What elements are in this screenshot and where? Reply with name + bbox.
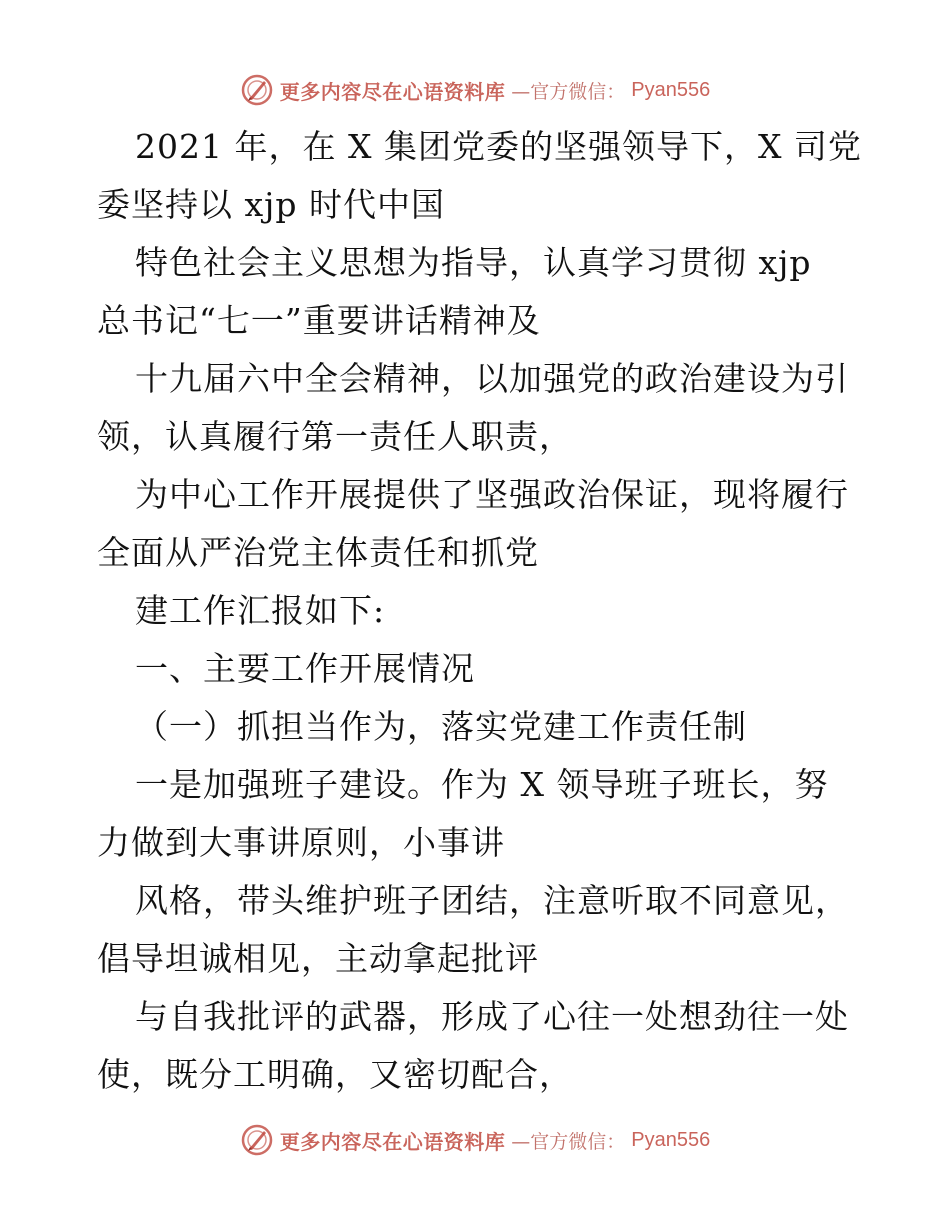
watermark-text: 更多内容尽在心语资料库 — [279, 79, 506, 104]
watermark-official-label: —官方微信： — [511, 1130, 626, 1153]
watermark-header — [0, 70, 950, 110]
document-line: 委坚持以 xjp 时代中国 — [97, 185, 445, 224]
document-line: 全面从严治党主体责任和抓党 — [97, 533, 539, 572]
feather-pen-seal-icon — [240, 73, 274, 107]
document-line: 与自我批评的武器，形成了心往一处想劲往一处 — [135, 997, 849, 1036]
subsection-heading: （一）抓担当作为，落实党建工作责任制 — [135, 707, 747, 746]
document-body — [97, 118, 862, 1104]
watermark-text: 更多内容尽在心语资料库 — [279, 1129, 506, 1154]
feather-pen-seal-icon — [240, 1123, 274, 1157]
document-line: 2021 年，在 X 集团党委的坚强领导下，X 司党 — [135, 127, 862, 166]
watermark-official-label: —官方微信： — [511, 80, 626, 103]
document-line: 领，认真履行第一责任人职责， — [97, 417, 573, 456]
document-line: 建工作汇报如下: — [135, 591, 386, 630]
watermark-footer — [0, 1120, 950, 1160]
document-line: 十九届六中全会精神，以加强党的政治建设为引 — [135, 359, 849, 398]
document-line: 风格，带头维护班子团结，注意听取不同意见， — [135, 881, 849, 920]
document-line: 一是加强班子建设。作为 X 领导班子班长，努 — [135, 765, 829, 804]
document-line: 力做到大事讲原则，小事讲 — [97, 823, 505, 862]
document-line: 特色社会主义思想为指导，认真学习贯彻 xjp — [135, 243, 812, 282]
watermark-wechat-id: Pyan556 — [631, 78, 711, 101]
document-line: 倡导坦诚相见，主动拿起批评 — [97, 939, 539, 978]
document-line: 使，既分工明确，又密切配合， — [97, 1055, 573, 1094]
document-line: 为中心工作开展提供了坚强政治保证，现将履行 — [135, 475, 849, 514]
watermark-wechat-id: Pyan556 — [631, 1128, 711, 1151]
section-heading: 一、主要工作开展情况 — [135, 649, 475, 688]
document-line: 总书记“七一”重要讲话精神及 — [97, 301, 541, 340]
